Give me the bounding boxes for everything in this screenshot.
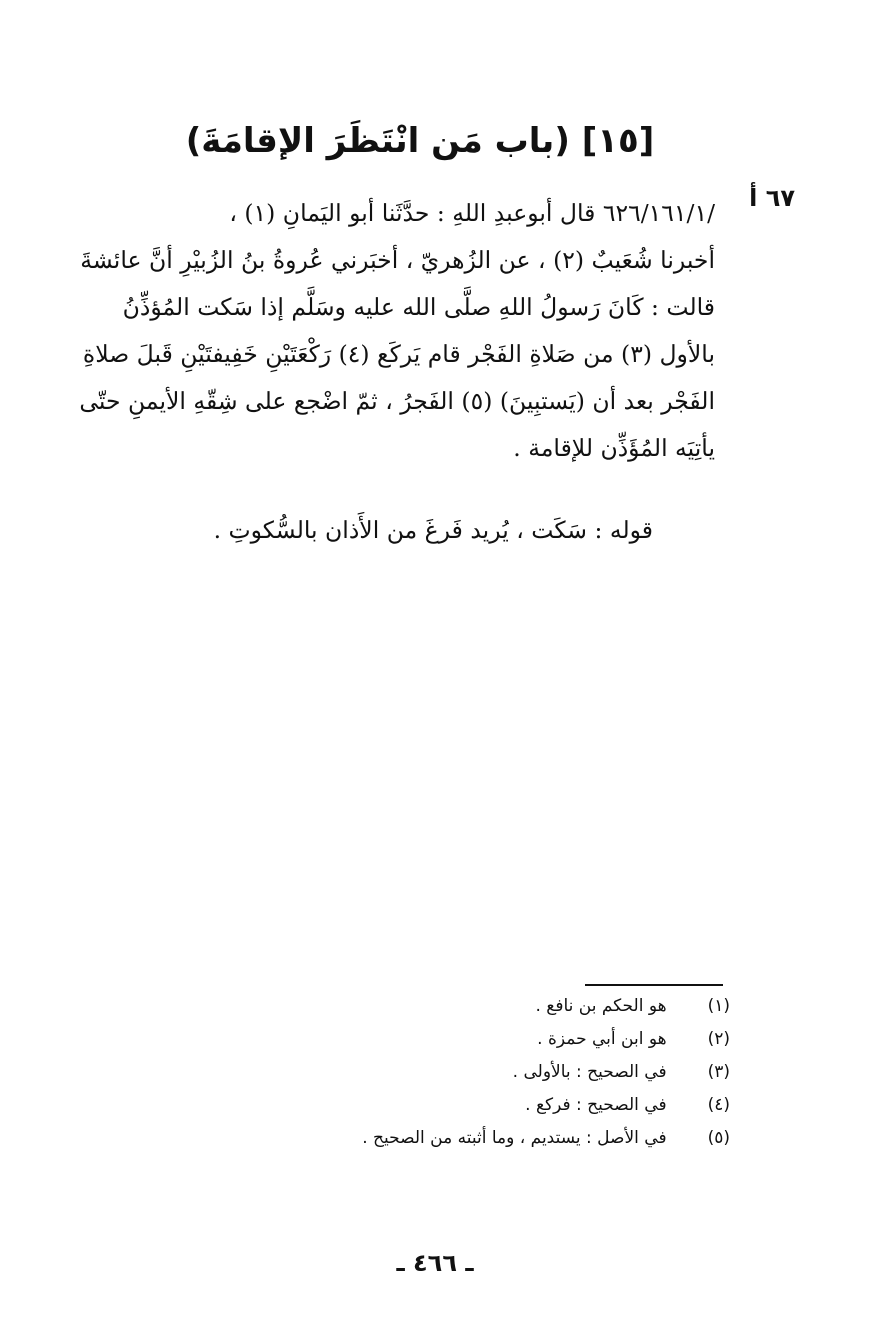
manuscript-folio-marker: ٦٧ أ xyxy=(749,184,795,212)
footnote-item xyxy=(210,1122,730,1155)
footnote-number: (٤) xyxy=(707,1095,730,1115)
footnotes-list xyxy=(210,990,730,1155)
hadith-line: بالأول (٣) من صَلاةِ الفَجْر قام يَركَع (٤) رَكْعَتَيْنِ خَفِيفتَيْنِ قَبلَ صلاةِ xyxy=(82,340,715,368)
footnote-number: (١) xyxy=(707,996,730,1016)
footnote-number: (٣) xyxy=(707,1062,730,1082)
page-number: ـ ٤٦٦ ـ xyxy=(396,1249,474,1277)
footnote-text: في الصحيح : فركع . xyxy=(525,1095,667,1115)
footnote-number: (٥) xyxy=(707,1128,730,1148)
footnote-text: في الأصل : يستديم ، وما أثبته من الصحيح . xyxy=(362,1128,667,1148)
footnote-number: (٢) xyxy=(707,1029,730,1049)
chapter-heading: [١٥] (باب مَن انْتَظَرَ الإقامَةَ) xyxy=(185,121,655,161)
hadith-line: أخبرنا شُعَيبٌ (٢) ، عن الزُهريّ ، أخبَرني عُروةُ بنُ الزُبيْرِ أنَّ عائشةَ xyxy=(80,246,715,274)
footnote-item xyxy=(210,1056,730,1089)
hadith-line: قالت : كَانَ رَسولُ اللهِ صلَّى الله عليه وسَلَّم إذا سَكت المُؤذِّنُ xyxy=(122,293,715,321)
footnote-text: هو الحكم بن نافع . xyxy=(535,996,667,1016)
footnote-divider xyxy=(585,984,723,986)
hadith-line: /٦٢٦/١٦١/١ قال أبوعبدِ اللهِ : حدَّثَنا أبو اليَمانِ (١) ، xyxy=(229,199,715,227)
footnote-item xyxy=(210,990,730,1023)
hadith-text xyxy=(50,190,715,472)
footnote-item xyxy=(210,1023,730,1056)
hadith-line: يأتِيَه المُؤَذِّن للإقامة . xyxy=(513,434,715,462)
footnote-item xyxy=(210,1089,730,1122)
footnote-text: في الصحيح : بالأولى . xyxy=(512,1062,667,1082)
commentary-text: قوله : سَكَت ، يُريد فَرغَ من الأَذان بالسُّكوتِ . xyxy=(213,516,653,544)
hadith-line: الفَجْر بعد أن (يَستبِينَ) (٥) الفَجرُ ، ثمّ اضْجع على شِقّهِ الأيمنِ حتّى xyxy=(79,387,715,415)
footnote-text: هو ابن أبي حمزة . xyxy=(537,1029,667,1049)
